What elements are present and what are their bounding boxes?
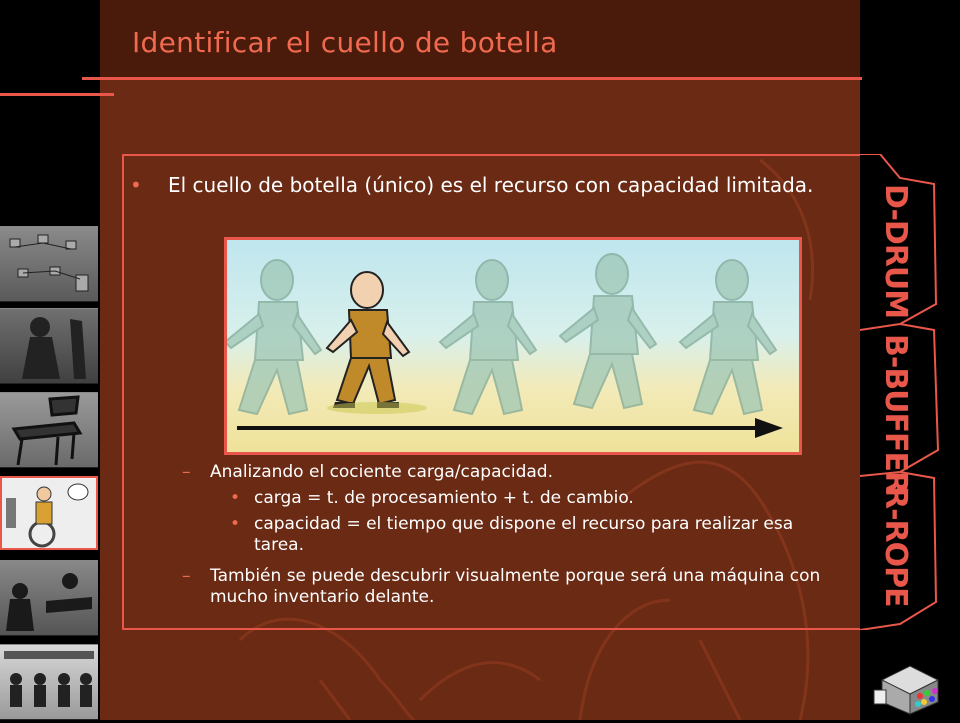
sub-sub-point-2 xyxy=(230,514,820,558)
tab-buffer[interactable]: B-BUFFER xyxy=(878,334,913,494)
sub-point-1-text: Analizando el cociente carga/capacidad. xyxy=(210,462,553,482)
sub-sub-point-1 xyxy=(230,488,830,510)
cartoon-icon xyxy=(0,645,98,719)
worker-sketch-thumbnail xyxy=(0,308,98,384)
title-band xyxy=(100,0,860,78)
workshop-thumbnail xyxy=(0,560,98,636)
dbr-tabs xyxy=(860,154,960,630)
soldiers-drawing xyxy=(227,240,799,452)
thumbnail-strip xyxy=(0,222,100,720)
left-accent-rule xyxy=(0,93,114,96)
chair-thumbnail xyxy=(0,392,98,468)
workshop-icon xyxy=(0,561,98,635)
cartoon-strip-thumbnail xyxy=(0,644,98,720)
main-bullet-text: El cuello de botella (único) es el recurso con capacidad limitada. xyxy=(168,173,814,197)
cyclist-thumbnail xyxy=(0,476,98,550)
active-soldier xyxy=(327,272,409,408)
subsub-marker: • xyxy=(230,488,241,508)
network-diagram-thumbnail xyxy=(0,226,98,302)
sub-point-1 xyxy=(182,462,822,484)
sub-point-2 xyxy=(182,566,832,610)
title-rule xyxy=(82,77,862,80)
machines-with-inventory-logo-icon xyxy=(872,656,948,716)
subsub-marker: • xyxy=(230,514,241,534)
timeline-arrow-icon xyxy=(237,418,783,438)
bullet-marker: • xyxy=(130,173,142,197)
sub-point-2-text: También se puede descubrir visualmente porque será una máquina con mucho inventario delante. xyxy=(210,566,821,607)
sub-marker: – xyxy=(182,566,191,586)
sub-sub-point-2-text: capacidad = el tiempo que dispone el recurso para realizar esa tarea. xyxy=(254,514,794,555)
sub-marker: – xyxy=(182,462,191,482)
tab-rope[interactable]: R-ROPE xyxy=(878,486,913,607)
tab-drum[interactable]: D-DRUM xyxy=(878,184,913,319)
slide-title: Identificar el cuello de botella xyxy=(132,26,558,59)
chair-icon xyxy=(0,393,98,467)
network-icon xyxy=(0,227,98,301)
sub-sub-point-1-text: carga = t. de procesamiento + t. de cambio. xyxy=(254,488,634,508)
marching-soldiers-illustration xyxy=(224,237,802,455)
worker-icon xyxy=(0,309,98,383)
cyclist-icon xyxy=(2,478,96,548)
